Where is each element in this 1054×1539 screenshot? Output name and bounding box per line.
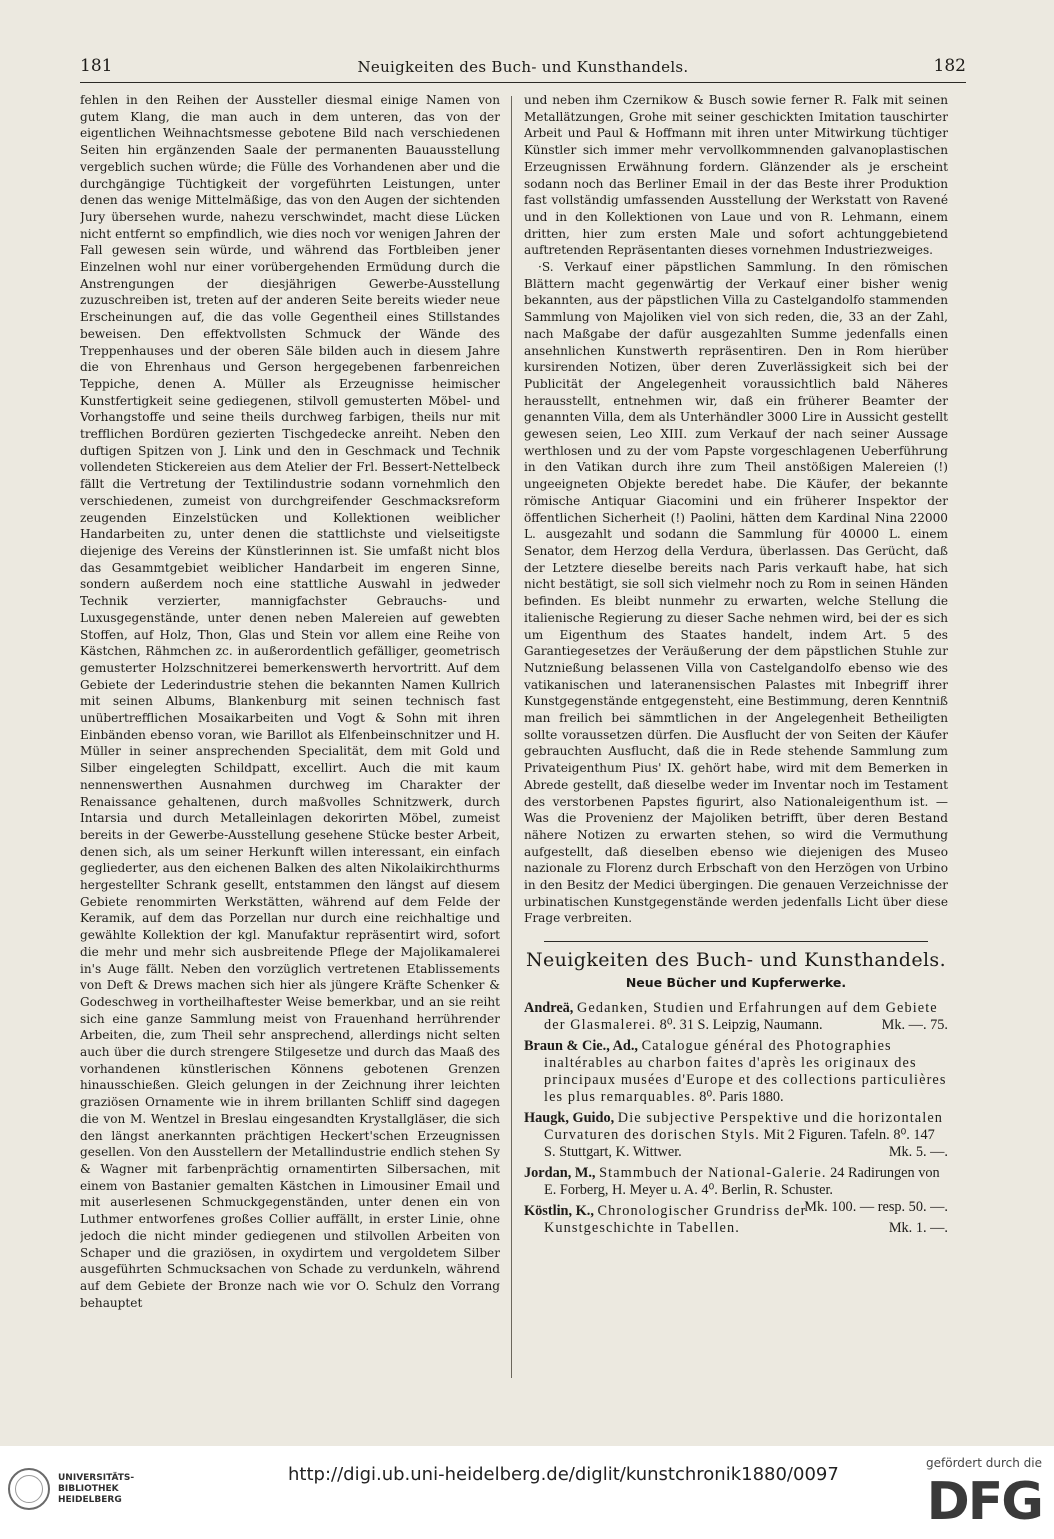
running-head bbox=[80, 48, 966, 83]
page-number-left: 181 bbox=[80, 56, 113, 76]
left-paragraph: fehlen in den Reihen der Aussteller diesmal einige Namen von gutem Klang, die man auch in dem unteren, das von der eigentlichen Weihnachtsmesse gebotene Bild nach verschiedenen Seiten hin ergänzenden Saale der permanenten Bauausstellung vergeblich suchen würde; die Fülle des Vorhandenen aber und die durchgängige Tüchtigkeit der vorgeführten Leistungen, unter denen das wenige Mittelmäßige, das von den Augen der sichtenden Jury übersehen wurde, nahezu verschwindet, macht diese Lücken nicht entfernt so empfindlich, wie dies noch vor wenigen Jahren der Fall gewesen sein würde, und während das Fortbleiben jener Einzelnen wohl nur einer vorübergehenden Ermüdung durch die Anstrengungen der diesjährigen Gewerbe-Ausstellung zuzuschreiben ist, treten auf der anderen Seite bereits wieder neue Erscheinungen auf, die das volle Gegentheil eines Stillstandes beweisen. Den effektvollsten Schmuck der Wände des Treppenhauses und der oberen Säle bilden auch in diesem Jahre die von Ehrenhaus und Gerson hergegebenen farbenreichen Teppiche, denen A. Müller als Erzeugnisse heimischer Kunstfertigkeit seine gediegenen, stilvoll gemusterten Möbel- und Vorhangstoffe und seine theils durchweg farbigen, theils nur mit trefflichen Bordüren gezierten Tischgedecke anreiht. Neben den duftigen Spitzen von J. Link und den in Geschmack und Technik vollendeten Stickereien aus dem Atelier der Frl. Bessert-Nettelbeck fällt die Vertretung der Textilindustrie sodann vornehmlich den verschiedenen, zumeist von durchgreifender Geschmacksreform zeugenden Einzelstücken und Kollektionen weiblicher Handarbeiten zu, unter denen die stattlichste und vielseitigste diejenige des Vereins der Künstlerinnen ist. Sie umfaßt nicht blos das Gesammtgebiet weiblicher Handarbeit im engeren Sinne, sondern außerdem noch eine stattliche Auswahl in jedweder Technik verzierter, mannigfachster Gebrauchs- und Luxusgegenstände, unter denen neben Malereien auf gewebten Stoffen, auf Holz, Thon, Glas und Stein vor allem eine Reihe von Kästchen, Rähmchen zc. in außerordentlich gefälliger, geometrisch gemusterter Holzschnitzerei bemerkenswerth hervortritt. Auf dem Gebiete der Lederindustrie stehen die bekannten Namen Kullrich mit seinen Albums, Blankenburg mit seinen technisch fast unübertrefflichen Mosaikarbeiten und Vogt & Sohn mit ihren Einbänden ebenso voran, wie Barillot als Elfenbeinschnitzer und H. Müller in seiner ansprechenden Specialität, dem mit Gold und Silber eingelegten Schildpatt, excellirt. Auch die mit kaum nennenswerthen Ausnahmen durchweg im Charakter der Renaissance gehaltenen, durch maßvolles Schnitzwerk, durch Intarsia und durch Metalleinlagen dekorirten Möbel, zumeist bereits in der Gewerbe-Ausstellung gesehene Stücke bester Arbeit, denen sich, als um seiner Herkunft willen interessant, ein einfach gegliederter, aus den eichenen Balken des alten Nikolaikirchthurms hergestellter Schrank gesellt, entstammen den längst auf diesem Gebiete renommirten Werkstätten, während auf dem Felde der Keramik, auf dem das Porzellan nur durch eine reichhaltige und gewählte Kollektion der kgl. Manufaktur repräsentirt wird, sofort die mehr und mehr sich ausbreitende Pflege der Majolikamalerei in's Auge fällt. Neben den vorzüglich vertretenen Etablissements von Deft & Drews machen sich hier als jüngere Kräfte Schenker & Godeschweg in vortheilhaftester Weise bemerkbar, und an sie reiht sich eine ganze Sammlung meist von Frauenhand herrührender Arbeiten, die, zum Theil sehr ansprechend, allerdings nicht selten auch über die durch strengere Stilgesetze und durch das Maaß des vorhandenen künstlerischen Könnens gebotenen Grenzen hinausschießen. Gleich gelungen in der Zeichnung ihrer leichten graziösen Ornamente wie in ihrem brillanten Schliff sind dagegen die von M. Wentzel in Breslau eingesandten Krystallgläser, die sich den längst anerkannten prächtigen Heckert'schen Erzeugnissen gesellen. Von den Ausstellern der Metallindustrie endlich stehen Sy & Wagner mit farbenprächtig ornamentirten Silbersachen, mit einem von Bastanier gemalten Kästchen in Limousiner Email und mit auserlesenen Schmuckgegenständen, unter denen ein von Luthmer entworfenes großes Collier auffällt, in erster Linie, ohne jedoch die nicht minder gediegenen und stilvollen Arbeiten von Schaper und die graziösen, in oxydirtem und vergoldetem Silber ausgeführten Schmucksachen von Schade zu verdunkeln, während auf dem Gebiete der Bronze nach wie vor O. Schulz den Vorrang behauptet bbox=[80, 93, 500, 1310]
funder-block[interactable] bbox=[926, 1456, 1042, 1532]
right-column bbox=[524, 92, 948, 1392]
section-title: Neuigkeiten des Buch- und Kunsthandels. bbox=[525, 949, 947, 972]
book-entry bbox=[524, 1110, 948, 1161]
permalink-url[interactable]: http://digi.ub.uni-heidelberg.de/diglit/kunstchronik1880/0097 bbox=[288, 1464, 839, 1485]
book-entry bbox=[524, 1000, 948, 1034]
entry-title: Stammbuch der National-Galerie. bbox=[599, 1164, 827, 1181]
entry-price: Mk. —. 75. bbox=[881, 1016, 948, 1033]
entry-details: 8⁰. Paris 1880. bbox=[699, 1088, 784, 1105]
entry-details: 24 Radirungen von E. Forberg, H. Meyer u. A. 4⁰. Berlin, R. Schuster. bbox=[544, 1164, 940, 1198]
entry-details: 8⁰. 31 S. Leipzig, Naumann. bbox=[659, 1016, 823, 1033]
running-title: Neuigkeiten des Buch- und Kunsthandels. bbox=[357, 58, 689, 76]
right-paragraph-papal-sale: ·S. Verkauf einer päpstlichen Sammlung. In den römischen Blättern macht gegenwärtig der Verkauf einer bisher wenig bekannten, aus der päpstlichen Villa zu Castelgandolfo stammenden Sammlung von Majoliken viel von sich reden, die, 33 an der Zahl, nach Maßgabe der dafür ausgezahlten Summe jedenfalls einen ansehnlichen Kunstwerth repräsentiren. Den in Rom hierüber kursirenden Notizen, über deren Zuverlässigkeit sich bei der Publicität der Angelegenheit voraussichtlich bald Näheres herausstellt, entnehmen wir, daß ein früherer Beamter der genannten Villa, dem als Unterhändler 3000 Lire in Aussicht gestellt gewesen seien, Leo XIII. zum Verkauf der nach seiner Aussage werthlosen und zu der vom Papste vorgeschlagenen Ueberführung in den Vatikan durch ihre zum Theil anstößigen Malereien (!) ungeeigneten Objekte beredet habe. Die Käufer, der bekannte römische Antiquar Giacomini und ein früherer Inspektor der öffentlichen Sicherheit (!) Paolini, hätten dem Kardinal Nina 22000 L. ausgezahlt und sodann die Sammlung für 40000 L. einem Senator, dem Herzog della Verdura, überlassen. Das Gerücht, daß der Letztere dieselbe bereits nach Paris verkauft habe, hat sich nicht bestätigt, sie soll sich vielmehr noch zu Rom in seinen Händen befinden. Es bleibt nunmehr zu erwarten, welche Stellung die italienische Regierung zu dieser Sache nehmen wird, bei der es sich um Eigenthum des Staates handelt, indem Art. 5 des Garantiegesetzes der Veräußerung der dem päpstlichen Stuhle zur Nutznießung belassenen Villa von Castelgandolfo ebenso wie des vatikanischen und lateranensischen Palastes mit Inbegriff ihrer Kunstgegenstände entgegensteht, eine Bestimmung, deren Kenntniß man freilich bei sämmtlichen in der Angelegenheit Betheiligten sollte voraussetzen dürfen. Die Ausflucht der von Seiten der Käufer gebrauchten Ausflucht, daß die in Rede stehende Sammlung zum Privateigenthum Pius' IX. gehört habe, wird mit dem Bemerken in Abrede gestellt, daß dieselbe weder im Inventar noch im Testament des verstorbenen Papstes figurirt, also Nationaleigenthum ist. — Was die Provenienz der Majoliken betrifft, über deren Bestand nähere Notizen zu erwarten stehen, so wird die Vermuthung aufgestellt, daß dieselben ebenso wie diejenigen des Museo nazionale zu Florenz durch Erbschaft von den Herzögen von Urbino in den Besitz der Medici übergingen. Die genauen Verzeichnisse der urbinatischen Kunstgegenstände werden jedenfalls Licht über diese Frage verbreiten. bbox=[524, 260, 948, 926]
entry-title: Chronologischer Grundriss der Kunstgeschichte in Tabellen. bbox=[544, 1202, 807, 1236]
entry-price: Mk. 100. — resp. 50. —. bbox=[804, 1198, 948, 1215]
entry-author: Jordan, M., bbox=[524, 1164, 596, 1181]
book-entry bbox=[524, 1038, 948, 1106]
viewer-footer bbox=[0, 1446, 1054, 1539]
entry-author: Braun & Cie., Ad., bbox=[524, 1037, 638, 1054]
entry-title: Catalogue général des Photographies inaltérables au charbon faites d'après les originaux des principaux musées d'Europe et des collections particulières les plus remarquables. bbox=[544, 1037, 947, 1105]
column-divider bbox=[511, 96, 512, 1378]
funder-label: gefördert durch die bbox=[926, 1456, 1042, 1470]
university-seal-icon bbox=[8, 1468, 50, 1510]
entry-author: Köstlin, K., bbox=[524, 1202, 594, 1219]
dfg-logo: DFG bbox=[926, 1472, 1042, 1532]
entry-author: Haugk, Guido, bbox=[524, 1109, 615, 1126]
right-paragraph-exhibition: und neben ihm Czernikow & Busch sowie ferner R. Falk mit seinen Metallätzungen, Grohe mit seiner geschickten Imitation tauschirter Arbeit und Paul & Hoffmann mit ihren unter Mitwirkung tüchtiger Künstler sich immer mehr vervollkommnenden galvanoplastischen Erzeugnissen Erwähnung fordern. Glänzender als je erscheint sodann noch das Berliner Email in der das Beste ihrer Produktion fast vollständig umfassenden Ausstellung der Werkstatt von Ravené und in den Kollektionen von Laue und von R. Lehmann, einem dritten, hier zum ersten Male und sofort achtunggebietend auftretenden Repräsentanten dieses vornehmen Industriezweiges. bbox=[524, 93, 948, 258]
entry-title: Gedanken, Studien und Erfahrungen auf dem Gebiete der Glasmalerei. bbox=[544, 999, 938, 1033]
institution-name: UNIVERSITÄTS- BIBLIOTHEK HEIDELBERG bbox=[58, 1472, 135, 1505]
university-library-logo[interactable] bbox=[8, 1468, 134, 1510]
entry-author: Andreä, bbox=[524, 999, 574, 1016]
entry-price: Mk. 1. —. bbox=[888, 1219, 948, 1236]
section-subtitle: Neue Bücher und Kupferwerke. bbox=[625, 974, 847, 990]
entry-price: Mk. 5. —. bbox=[888, 1143, 948, 1160]
left-column bbox=[80, 92, 500, 1382]
page-number-right: 182 bbox=[933, 56, 966, 76]
entry-details: Mit 2 Figuren. Tafeln. 8⁰. 147 S. Stuttgart, K. Wittwer. bbox=[544, 1126, 935, 1160]
section-rule bbox=[544, 941, 928, 942]
entry-title: Die subjective Perspektive und die horizontalen Curvaturen des dorischen Styls. bbox=[544, 1109, 944, 1143]
